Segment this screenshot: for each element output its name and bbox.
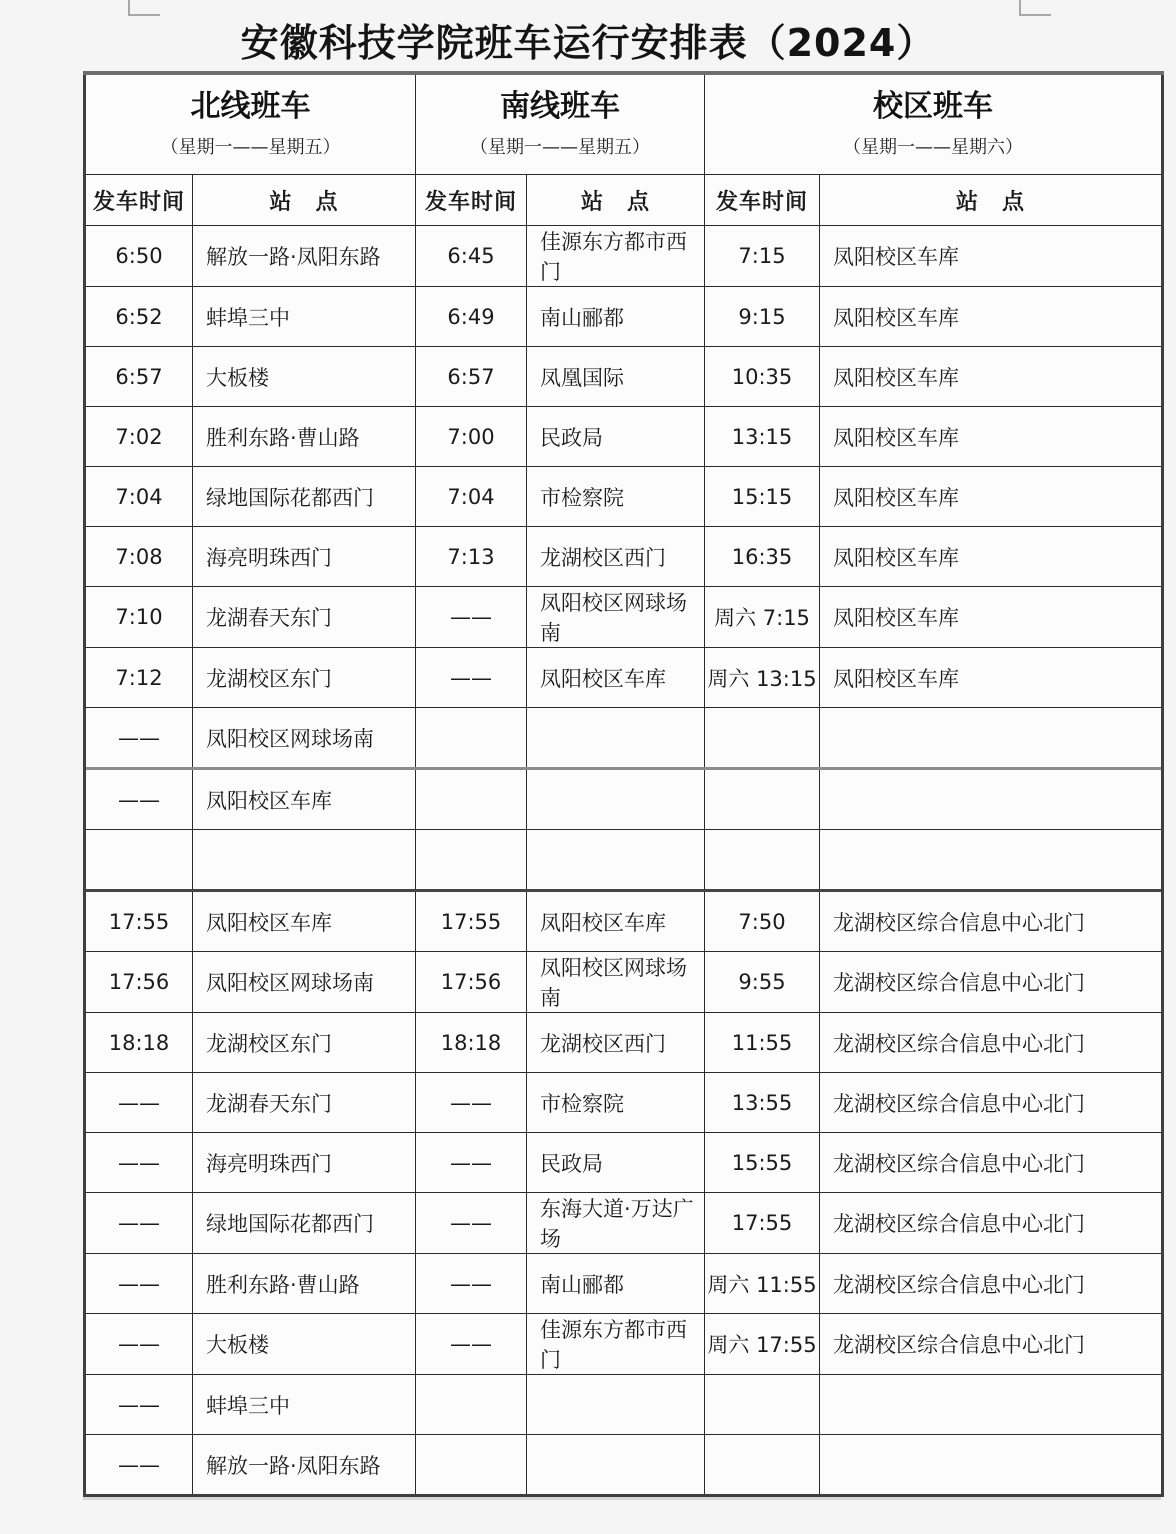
group-header-row xyxy=(85,73,1163,175)
time-cell: —— xyxy=(416,587,527,648)
col-header-station-north: 站 点 xyxy=(193,175,416,226)
station-cell: 凤阳校区网球场南 xyxy=(193,952,416,1013)
station-cell: 凤阳校区网球场南 xyxy=(527,587,705,648)
station-cell: 解放一路·凤阳东路 xyxy=(193,1435,416,1496)
time-cell: 6:57 xyxy=(416,347,527,407)
table-row xyxy=(85,1013,1163,1073)
station-cell: 胜利东路·曹山路 xyxy=(193,407,416,467)
time-cell xyxy=(705,830,820,891)
station-cell: 龙湖校区综合信息中心北门 xyxy=(820,1254,1163,1314)
time-cell: 18:18 xyxy=(416,1013,527,1073)
time-cell: 17:56 xyxy=(85,952,193,1013)
time-cell: 11:55 xyxy=(705,1013,820,1073)
station-cell xyxy=(820,1375,1163,1435)
table-row xyxy=(85,407,1163,467)
time-cell: 15:55 xyxy=(705,1133,820,1193)
table-row xyxy=(85,708,1163,769)
table-row xyxy=(85,467,1163,527)
station-cell: 市检察院 xyxy=(527,467,705,527)
time-cell: 9:55 xyxy=(705,952,820,1013)
group-header-south-line xyxy=(416,73,705,175)
time-cell: —— xyxy=(416,1314,527,1375)
time-cell: —— xyxy=(85,1435,193,1496)
table-row xyxy=(85,1193,1163,1254)
col-header-station-south: 站 点 xyxy=(527,175,705,226)
time-cell xyxy=(416,1435,527,1496)
time-cell: 7:04 xyxy=(85,467,193,527)
time-cell: 17:56 xyxy=(416,952,527,1013)
table-row xyxy=(85,1254,1163,1314)
time-cell: —— xyxy=(416,648,527,708)
time-cell: 6:50 xyxy=(85,226,193,287)
group-name-north: 北线班车 xyxy=(190,89,311,124)
time-cell: —— xyxy=(85,1193,193,1254)
station-cell xyxy=(527,708,705,769)
time-cell: —— xyxy=(85,708,193,769)
station-cell: 龙湖校区综合信息中心北门 xyxy=(820,1013,1163,1073)
station-cell: 市检察院 xyxy=(527,1073,705,1133)
station-cell: 凤阳校区车库 xyxy=(820,648,1163,708)
time-cell: 7:50 xyxy=(705,891,820,952)
station-cell: 解放一路·凤阳东路 xyxy=(193,226,416,287)
time-cell: 7:15 xyxy=(705,226,820,287)
station-cell: 大板楼 xyxy=(193,347,416,407)
table-row xyxy=(85,527,1163,587)
station-cell: 龙湖校区西门 xyxy=(527,527,705,587)
station-cell: 佳源东方都市西门 xyxy=(527,226,705,287)
time-cell: 17:55 xyxy=(85,891,193,952)
station-cell: 凤阳校区车库 xyxy=(820,287,1163,347)
table-row xyxy=(85,830,1163,891)
time-cell: 7:10 xyxy=(85,587,193,648)
table-row xyxy=(85,891,1163,952)
time-cell: 13:55 xyxy=(705,1073,820,1133)
station-cell xyxy=(820,1435,1163,1496)
schedule-table xyxy=(83,71,1164,1497)
station-cell: 龙湖校区综合信息中心北门 xyxy=(820,1073,1163,1133)
time-cell: —— xyxy=(85,1073,193,1133)
station-cell xyxy=(527,769,705,830)
station-cell: 海亮明珠西门 xyxy=(193,527,416,587)
time-cell: 9:15 xyxy=(705,287,820,347)
station-cell: 龙湖春天东门 xyxy=(193,1073,416,1133)
station-cell: 胜利东路·曹山路 xyxy=(193,1254,416,1314)
time-cell: 7:12 xyxy=(85,648,193,708)
time-cell xyxy=(705,708,820,769)
time-cell: —— xyxy=(85,1254,193,1314)
table-row xyxy=(85,1314,1163,1375)
station-cell: 大板楼 xyxy=(193,1314,416,1375)
table-row xyxy=(85,1073,1163,1133)
time-cell xyxy=(85,830,193,891)
station-cell xyxy=(527,1435,705,1496)
column-header-row xyxy=(85,175,1163,226)
time-cell: 17:55 xyxy=(416,891,527,952)
station-cell: 龙湖校区西门 xyxy=(527,1013,705,1073)
schedule-body xyxy=(85,226,1163,1496)
time-cell xyxy=(705,1375,820,1435)
time-cell: —— xyxy=(85,1314,193,1375)
time-cell xyxy=(705,1435,820,1496)
time-cell: —— xyxy=(416,1133,527,1193)
time-cell: 周六 17:55 xyxy=(705,1314,820,1375)
station-cell xyxy=(527,1375,705,1435)
time-cell: 7:02 xyxy=(85,407,193,467)
time-cell: —— xyxy=(85,1133,193,1193)
time-cell: 17:55 xyxy=(705,1193,820,1254)
station-cell: 凤阳校区车库 xyxy=(820,407,1163,467)
time-cell: 6:45 xyxy=(416,226,527,287)
station-cell: 凤阳校区车库 xyxy=(820,587,1163,648)
station-cell: 凤阳校区车库 xyxy=(820,226,1163,287)
time-cell: 6:52 xyxy=(85,287,193,347)
time-cell: 周六 13:15 xyxy=(705,648,820,708)
station-cell: 海亮明珠西门 xyxy=(193,1133,416,1193)
time-cell: 16:35 xyxy=(705,527,820,587)
station-cell: 龙湖校区综合信息中心北门 xyxy=(820,891,1163,952)
group-name-south: 南线班车 xyxy=(500,89,620,124)
time-cell xyxy=(416,769,527,830)
station-cell: 凤阳校区车库 xyxy=(527,891,705,952)
time-cell xyxy=(705,769,820,830)
station-cell xyxy=(527,830,705,891)
time-cell xyxy=(416,830,527,891)
time-cell: 6:49 xyxy=(416,287,527,347)
time-cell: —— xyxy=(85,1375,193,1435)
group-days-south: （星期一——星期五） xyxy=(470,137,650,158)
time-cell: —— xyxy=(85,769,193,830)
table-row xyxy=(85,226,1163,287)
time-cell: 周六 7:15 xyxy=(705,587,820,648)
col-header-time-campus: 发车时间 xyxy=(705,175,820,226)
station-cell: 凤阳校区车库 xyxy=(193,891,416,952)
station-cell: 龙湖校区综合信息中心北门 xyxy=(820,1133,1163,1193)
time-cell xyxy=(416,708,527,769)
col-header-time-north: 发车时间 xyxy=(85,175,193,226)
time-cell: —— xyxy=(416,1254,527,1314)
group-name-campus: 校区班车 xyxy=(873,89,993,124)
station-cell: 凤阳校区车库 xyxy=(820,347,1163,407)
station-cell xyxy=(193,830,416,891)
station-cell: 东海大道·万达广场 xyxy=(527,1193,705,1254)
station-cell: 民政局 xyxy=(527,407,705,467)
time-cell: —— xyxy=(416,1193,527,1254)
station-cell xyxy=(820,830,1163,891)
station-cell: 绿地国际花都西门 xyxy=(193,467,416,527)
group-header-north-line xyxy=(85,73,416,175)
time-cell: 13:15 xyxy=(705,407,820,467)
station-cell: 龙湖校区东门 xyxy=(193,1013,416,1073)
bus-schedule-table xyxy=(83,71,1161,1497)
station-cell: 凤阳校区车库 xyxy=(193,769,416,830)
time-cell: —— xyxy=(416,1073,527,1133)
station-cell: 凤阳校区车库 xyxy=(820,527,1163,587)
time-cell: 7:04 xyxy=(416,467,527,527)
table-row xyxy=(85,648,1163,708)
station-cell: 龙湖春天东门 xyxy=(193,587,416,648)
station-cell: 龙湖校区东门 xyxy=(193,648,416,708)
table-row xyxy=(85,347,1163,407)
table-row xyxy=(85,769,1163,830)
station-cell: 龙湖校区综合信息中心北门 xyxy=(820,952,1163,1013)
time-cell: 周六 11:55 xyxy=(705,1254,820,1314)
time-cell: 7:13 xyxy=(416,527,527,587)
station-cell: 佳源东方都市西门 xyxy=(527,1314,705,1375)
group-days-north: （星期一——星期五） xyxy=(160,137,341,158)
time-cell: 7:08 xyxy=(85,527,193,587)
station-cell: 龙湖校区综合信息中心北门 xyxy=(820,1193,1163,1254)
table-row xyxy=(85,587,1163,648)
station-cell xyxy=(820,769,1163,830)
group-days-campus: （星期一——星期六） xyxy=(843,137,1023,158)
time-cell xyxy=(416,1375,527,1435)
station-cell: 凤阳校区网球场南 xyxy=(193,708,416,769)
station-cell: 蚌埠三中 xyxy=(193,287,416,347)
table-row xyxy=(85,952,1163,1013)
time-cell: 6:57 xyxy=(85,347,193,407)
station-cell: 凤阳校区车库 xyxy=(820,467,1163,527)
station-cell: 凤凰国际 xyxy=(527,347,705,407)
station-cell: 民政局 xyxy=(527,1133,705,1193)
time-cell: 15:15 xyxy=(705,467,820,527)
station-cell: 南山郦都 xyxy=(527,287,705,347)
station-cell: 蚌埠三中 xyxy=(193,1375,416,1435)
table-row xyxy=(85,1133,1163,1193)
time-cell: 18:18 xyxy=(85,1013,193,1073)
station-cell: 凤阳校区网球场南 xyxy=(527,952,705,1013)
group-header-campus-line xyxy=(705,73,1163,175)
station-cell: 龙湖校区综合信息中心北门 xyxy=(820,1314,1163,1375)
station-cell xyxy=(820,708,1163,769)
table-row xyxy=(85,1375,1163,1435)
table-row xyxy=(85,1435,1163,1496)
page-title: 安徽科技学院班车运行安排表（2024） xyxy=(240,21,936,65)
col-header-time-south: 发车时间 xyxy=(416,175,527,226)
station-cell: 凤阳校区车库 xyxy=(527,648,705,708)
station-cell: 绿地国际花都西门 xyxy=(193,1193,416,1254)
time-cell: 7:00 xyxy=(416,407,527,467)
col-header-station-campus: 站 点 xyxy=(820,175,1163,226)
time-cell: 10:35 xyxy=(705,347,820,407)
station-cell: 南山郦都 xyxy=(527,1254,705,1314)
table-row xyxy=(85,287,1163,347)
